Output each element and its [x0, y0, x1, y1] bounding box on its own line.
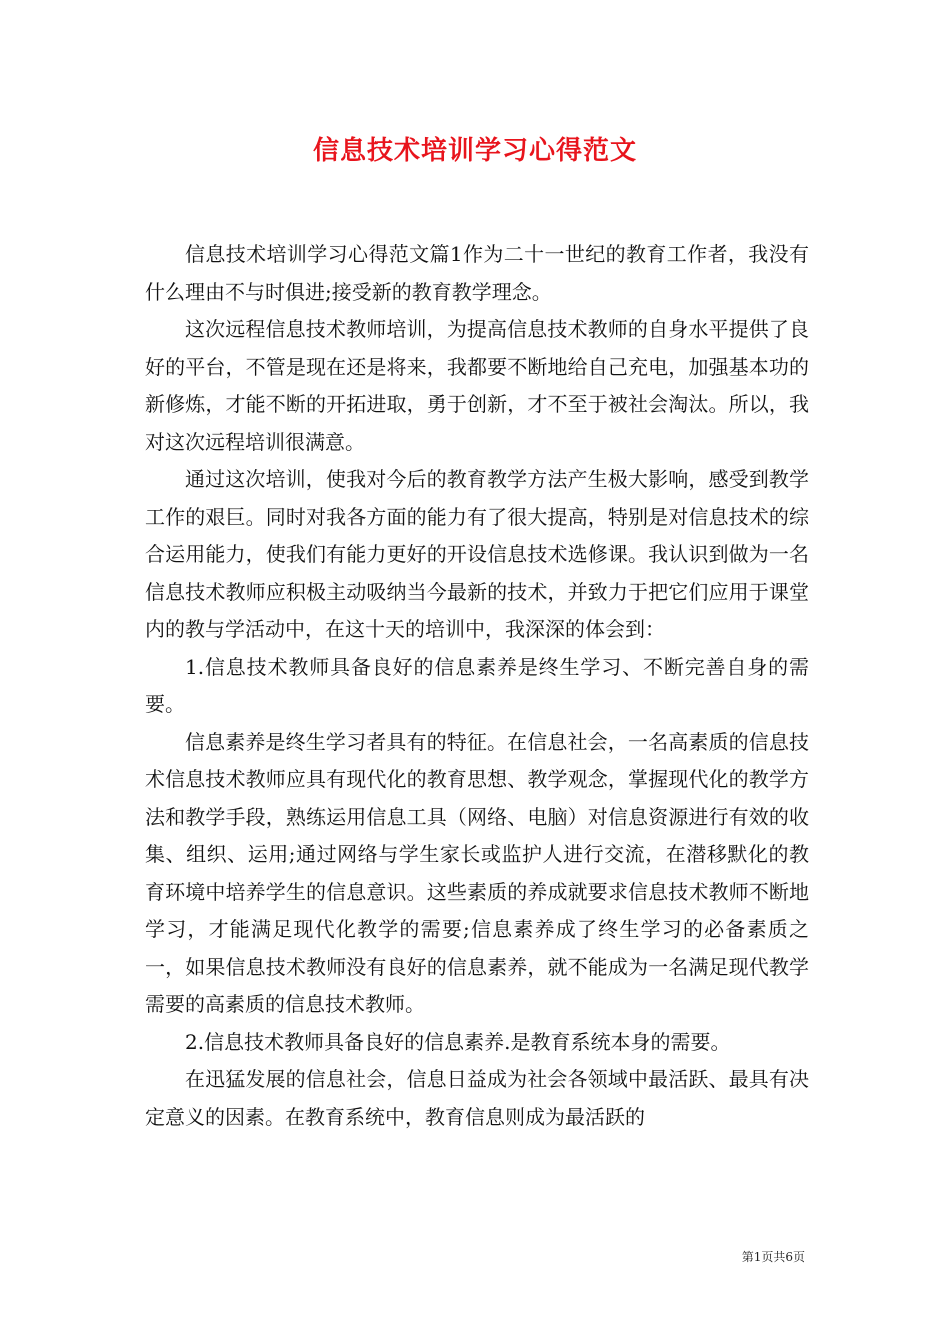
- paragraph-3: 通过这次培训，使我对今后的教育教学方法产生极大影响，感受到教学工作的艰巨。同时对我各方面的能力有了很大提高，特别是对信息技术的综合运用能力，使我们有能力更好的开设信息技术选修课。我认识到做为一名信息技术教师应积极主动吸纳当今最新的技术，并致力于把它们应用于课堂内的教与学活动中，在这十天的培训中，我深深的体会到：: [145, 467, 809, 641]
- paragraph-7: 在迅猛发展的信息社会，信息日益成为社会各领域中最活跃、最具有决定意义的因素。在教育系统中，教育信息则成为最活跃的: [145, 1067, 809, 1129]
- page-number: 第1页共6页: [741, 1250, 805, 1264]
- paragraph-6: 2.信息技术教师具备良好的信息素养.是教育系统本身的需要。: [185, 1029, 731, 1054]
- paragraph-2: 这次远程信息技术教师培训，为提高信息技术教师的自身水平提供了良好的平台，不管是现在还是将来，我都要不断地给自己充电，加强基本功的新修炼，才能不断的开拓进取，勇于创新，才不至于被社会淘汰。所以，我对这次远程培训很满意。: [145, 317, 809, 454]
- document-title: 信息技术培训学习心得范文: [312, 136, 637, 166]
- paragraph-1: 信息技术培训学习心得范文篇1作为二十一世纪的教育工作者，我没有什么理由不与时俱进;接受新的教育教学理念。: [145, 242, 809, 304]
- paragraph-4: 1.信息技术教师具备良好的信息素养是终生学习、不断完善自身的需要。: [145, 654, 809, 716]
- document-body: [145, 236, 809, 1136]
- paragraph-5: 信息素养是终生学习者具有的特征。在信息社会，一名高素质的信息技术信息技术教师应具有现代化的教育思想、教学观念，掌握现代化的教学方法和教学手段，熟练运用信息工具（网络、电脑）对信息资源进行有效的收集、组织、运用;通过网络与学生家长或监护人进行交流，在潜移默化的教育环境中培养学生的信息意识。这些素质的养成就要求信息技术教师不断地学习，才能满足现代化教学的需要;信息素养成了终生学习的必备素质之一，如果信息技术教师没有良好的信息素养，就不能成为一名满足现代教学需要的高素质的信息技术教师。: [145, 729, 809, 1016]
